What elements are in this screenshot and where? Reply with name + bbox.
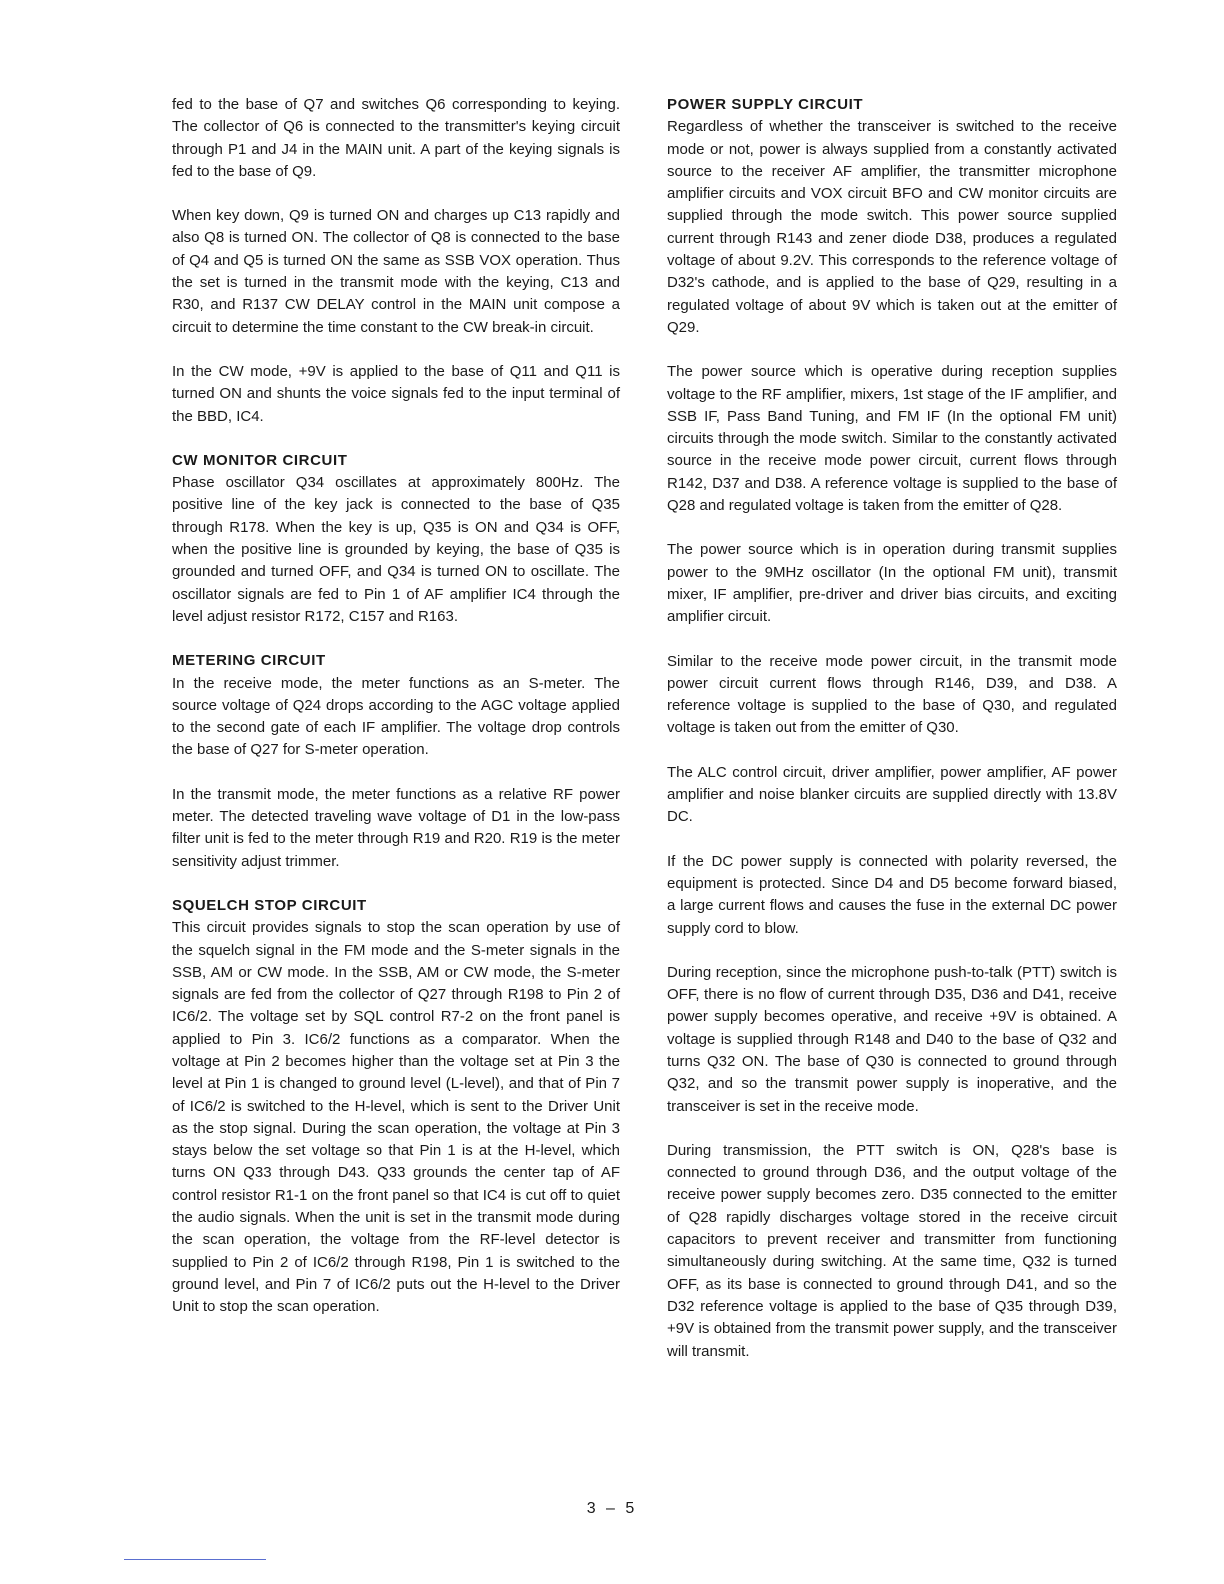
paragraph-metering-transmit: In the transmit mode, the meter functions as a relative RF power meter. The detected traveling wave voltage of D1 in the low-pass filter unit is fed to the meter through R19 and R20. R19 is the meter sensitivity adjust trimmer.	[172, 785, 620, 870]
paragraph-reception-source: The power source which is operative during reception supplies voltage to the RF amplifier, mixers, 1st stage of the IF amplifier, and SSB IF, Pass Band Tuning, and FM IF (In the optional FM unit) circuits through the mode switch. Similar to the constantly activated source in the receive mode power circuit, current flows through R142, D37 and D38. A reference voltage is supplied to the base of Q28 and regulated voltage is taken from the emitter of Q28.	[667, 363, 1117, 515]
paragraph-squelch-stop: This circuit provides signals to stop the scan operation by use of the squelch signal in the FM mode and the S-meter signals in the SSB, AM or CW mode. In the SSB, AM or CW mode, the S-meter signals are fed from the collector of Q27 through R198 to Pin 2 of IC6/2. The voltage set by SQL control R7-2 on the front panel is applied to Pin 3. IC6/2 functions as a comparator. When the voltage at Pin 2 becomes higher than the voltage set at Pin 3 the level at Pin 1 is changed to ground level (L-level), and that of Pin 7 of IC6/2 is switched to the H-level, which is sent to the Driver Unit as the stop signal. During the scan operation, the voltage at Pin 3 stays below the set voltage so that Pin 1 is at the H-level, which turns ON Q33 through D43. Q33 grounds the center tap of AF control resistor R1-1 on the front panel so that IC4 is cut off to quiet the audio signals. When the unit is set in the transmit mode during the scan operation, the voltage from the RF-level detector is supplied to Pin 2 of IC6/2 through R198, Pin 1 is switched to the ground level, and Pin 7 of IC6/2 puts out the H-level to the Driver Unit to stop the scan operation.	[172, 919, 620, 1316]
paragraph-transmit-mode-power: Similar to the receive mode power circuit, in the transmit mode power circuit current flows through R146, D39, and D38. A reference voltage is supplied to the base of Q30, and regulated voltage is taken out from the emitter of Q30.	[667, 652, 1117, 737]
paragraph-transmission-ptt: During transmission, the PTT switch is ON, Q28's base is connected to ground through D36, and the output voltage of the receive power supply becomes zero. D35 connected to the emitter of Q28 rapidly discharges voltage stored in the receive circuit capacitors to prevent receiver and transmitter from functioning simultaneously during switching. At the same time, Q32 is turned OFF, as its base is connected to ground through D41, and so the D32 reference voltage is applied to the base of Q35 through D39, +9V is obtained from the transmit power supply, and the transceiver will transmit.	[667, 1141, 1117, 1360]
left-column	[172, 94, 620, 1319]
paragraph-direct-supply: The ALC control circuit, driver amplifier, power amplifier, AF power amplifier and noise blanker circuits are supplied directly with 13.8V DC.	[667, 763, 1117, 826]
heading-metering: METERING CIRCUIT	[172, 652, 326, 670]
footer-rule	[124, 1559, 266, 1560]
heading-cw-monitor: CW MONITOR CIRCUIT	[172, 451, 348, 469]
paragraph-cw-mode: In the CW mode, +9V is applied to the base of Q11 and Q11 is turned ON and shunts the voice signals fed to the input terminal of the BBD, IC4.	[172, 362, 620, 425]
paragraph-key-down: When key down, Q9 is turned ON and charges up C13 rapidly and also Q8 is turned ON. The collector of Q8 is connected to the base of Q4 and Q5 is turned ON the same as SSB VOX operation. Thus the set is turned in the transmit mode with the keying, C13 and R30, and R137 CW DELAY control in the MAIN unit compose a circuit to determine the time constant to the CW break-in circuit.	[172, 207, 620, 336]
paragraph-transmit-source: The power source which is in operation during transmit supplies power to the 9MHz oscillator (In the optional FM unit), transmit mixer, IF amplifier, pre-driver and driver bias circuits, and exciting amplifier circuit.	[667, 541, 1117, 626]
heading-power-supply: POWER SUPPLY CIRCUIT	[667, 96, 864, 113]
paragraph-cw-monitor: Phase oscillator Q34 oscillates at approximately 800Hz. The positive line of the key jack is connected to the base of Q35 through R178. When the key is up, Q35 is ON and Q34 is OFF, when the positive line is grounded by keying, the base of Q35 is grounded and turned OFF, and Q34 is turned ON to oscillate. The oscillator signals are fed to Pin 1 of AF amplifier IC4 through the level adjust resistor R172, C157 and R163.	[172, 474, 620, 625]
paragraph-reception-ptt: During reception, since the microphone push-to-talk (PTT) switch is OFF, there is no flow of current through D35, D36 and D41, receive power supply becomes operative, and receive +9V is obtained. A voltage is supplied through R148 and D40 to the base of Q32 and turns Q32 ON. The base of Q30 is connected to ground through Q32, and so the transmit power supply is inoperative, and the transceiver is set in the receive mode.	[667, 963, 1117, 1115]
paragraph-metering-receive: In the receive mode, the meter functions as an S-meter. The source voltage of Q24 drops according to the AGC voltage applied to the second gate of each IF amplifier. The voltage drop controls the base of Q27 for S-meter operation.	[172, 674, 620, 759]
paragraph-polarity-protection: If the DC power supply is connected with polarity reversed, the equipment is protected. Since D4 and D5 become forward biased, a large current flows and causes the fuse in the external DC power supply cord to blow.	[667, 852, 1117, 937]
heading-squelch-stop: SQUELCH STOP CIRCUIT	[172, 896, 367, 914]
paragraph-q7-keying: fed to the base of Q7 and switches Q6 corresponding to keying. The collector of Q6 is connected to the transmitter's keying circuit through P1 and J4 in the MAIN unit. A part of the keying signals is fed to the base of Q9.	[172, 96, 620, 180]
paragraph-constant-source: Regardless of whether the transceiver is switched to the receive mode or not, power is always supplied from a constantly activated source to the receiver AF amplifier, the transmitter microphone amplifier circuits and VOX circuit BFO and CW monitor circuits are supplied through the mode switch. This power source supplied current through R143 and zener diode D38, produces a regulated voltage of about 9.2V. This corresponds to the reference voltage of D32's cathode, and is applied to the base of Q29, resulting in a regulated voltage of about 9V which is taken out at the emitter of Q29.	[667, 118, 1117, 336]
right-column	[667, 94, 1117, 1363]
page-number: 3 – 5	[586, 1500, 638, 1517]
